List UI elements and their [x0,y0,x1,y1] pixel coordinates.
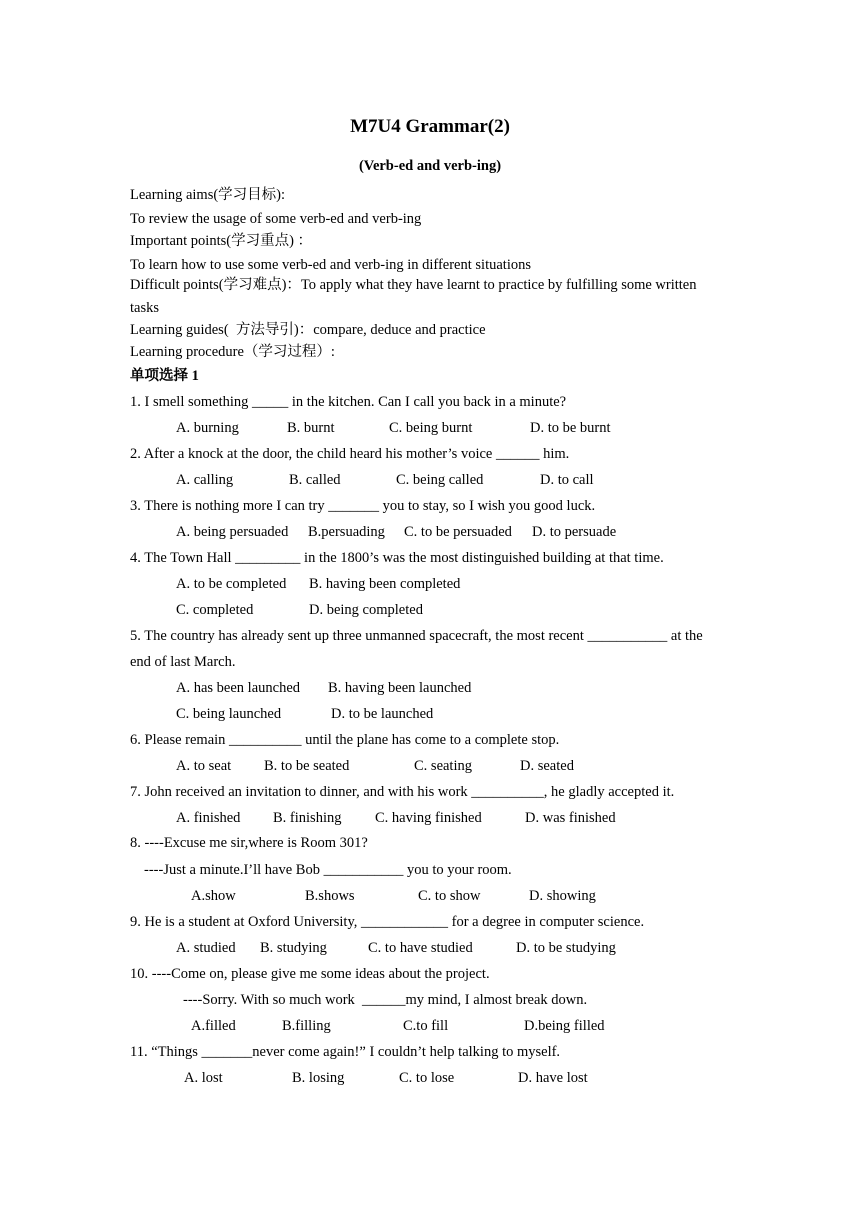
question-6-option-c: C. seating [414,758,472,774]
question-5-option-d: D. to be launched [331,706,434,722]
important-points-text: To learn how to use some verb-ed and verb-ing in different situations [130,257,531,273]
question-9-option-d: D. to be studying [516,940,616,956]
question-7-option-c: C. having finished [375,810,482,826]
question-4-stem: 4. The Town Hall _________ in the 1800’s was the most distinguished building at that time. [130,550,664,566]
question-10-option-a: A.filled [191,1018,236,1034]
question-2-option-d: D. to call [540,472,594,488]
question-10-option-d: D.being filled [524,1018,605,1034]
question-11-stem: 11. “Things _______never come again!” I couldn’t help talking to myself. [130,1044,561,1060]
difficult-points-line-2: tasks [130,300,159,316]
question-6-option-b: B. to be seated [264,758,350,774]
question-7-stem: 7. John received an invitation to dinner, and with his work __________, he gladly accepted it. [130,784,675,800]
question-2-option-a: A. calling [176,472,234,488]
question-9-option-a: A. studied [176,940,236,956]
question-5-option-b: B. having been launched [328,680,472,696]
question-4-option-c: C. completed [176,602,254,618]
question-6-stem: 6. Please remain __________ until the plane has come to a complete stop. [130,732,560,748]
question-5-option-a: A. has been launched [176,680,301,696]
question-2-stem: 2. After a knock at the door, the child heard his mother’s voice ______ him. [130,446,570,462]
question-4-option-b: B. having been completed [309,576,461,592]
question-6-option-d: D. seated [520,758,574,774]
question-1-option-b: B. burnt [287,420,335,436]
question-1-option-a: A. burning [176,420,239,436]
learning-aims-text: To review the usage of some verb-ed and verb-ing [130,211,422,227]
learning-procedure: Learning procedure（学习过程）: [130,344,335,360]
question-4-option-d: D. being completed [309,602,423,618]
question-11-option-b: B. losing [292,1070,345,1086]
question-11-option-d: D. have lost [518,1070,588,1086]
question-9-option-c: C. to have studied [368,940,473,956]
learning-aims-label: Learning aims(学习目标): [130,187,286,203]
question-7-option-d: D. was finished [525,810,616,826]
question-7-option-a: A. finished [176,810,241,826]
document-subtitle: (Verb-ed and verb-ing) [358,158,502,174]
question-11-option-c: C. to lose [399,1070,455,1086]
question-3-option-a: A. being persuaded [176,524,289,540]
learning-guides: Learning guides( 方法导引)：compare, deduce and practice [130,322,486,338]
document-title: M7U4 Grammar(2) [350,116,510,137]
question-3-option-c: C. to be persuaded [404,524,512,540]
question-5-stem-continued: end of last March. [130,654,236,670]
question-10-option-b: B.filling [282,1018,331,1034]
question-2-option-b: B. called [289,472,341,488]
question-5-option-c: C. being launched [176,706,282,722]
question-10-stem-continued: ----Sorry. With so much work ______my mind, I almost break down. [183,992,588,1008]
section-heading: 单项选择 1 [130,368,199,384]
question-8-stem: 8. ----Excuse me sir,where is Room 301? [130,835,368,851]
question-3-stem: 3. There is nothing more I can try _______ you to stay, so I wish you good luck. [130,498,596,514]
question-1-option-d: D. to be burnt [530,420,611,436]
question-3-option-b: B.persuading [308,524,385,540]
question-9-stem: 9. He is a student at Oxford University, ____________ for a degree in computer science. [130,914,645,930]
question-5-stem: 5. The country has already sent up three unmanned spacecraft, the most recent ___________ at the [130,628,703,644]
question-8-stem-continued: ----Just a minute.I’ll have Bob ___________ you to your room. [144,862,512,878]
difficult-points-line-1: Difficult points(学习难点)：To apply what they have learnt to practice by fulfilling some written [130,277,697,293]
question-11-option-a: A. lost [184,1070,223,1086]
question-6-option-a: A. to seat [176,758,232,774]
important-points-label: Important points(学习重点) ： [130,233,313,249]
question-8-option-c: C. to show [418,888,481,904]
question-8-option-d: D. showing [529,888,596,904]
question-9-option-b: B. studying [260,940,327,956]
question-8-option-b: B.shows [305,888,355,904]
question-7-option-b: B. finishing [273,810,342,826]
question-1-stem: 1. I smell something _____ in the kitchen. Can I call you back in a minute? [130,394,567,410]
question-10-option-c: C.to fill [403,1018,449,1034]
question-4-option-a: A. to be completed [176,576,287,592]
question-8-option-a: A.show [191,888,236,904]
question-1-option-c: C. being burnt [389,420,473,436]
question-10-stem: 10. ----Come on, please give me some ideas about the project. [130,966,490,982]
question-2-option-c: C. being called [396,472,484,488]
question-3-option-d: D. to persuade [532,524,617,540]
